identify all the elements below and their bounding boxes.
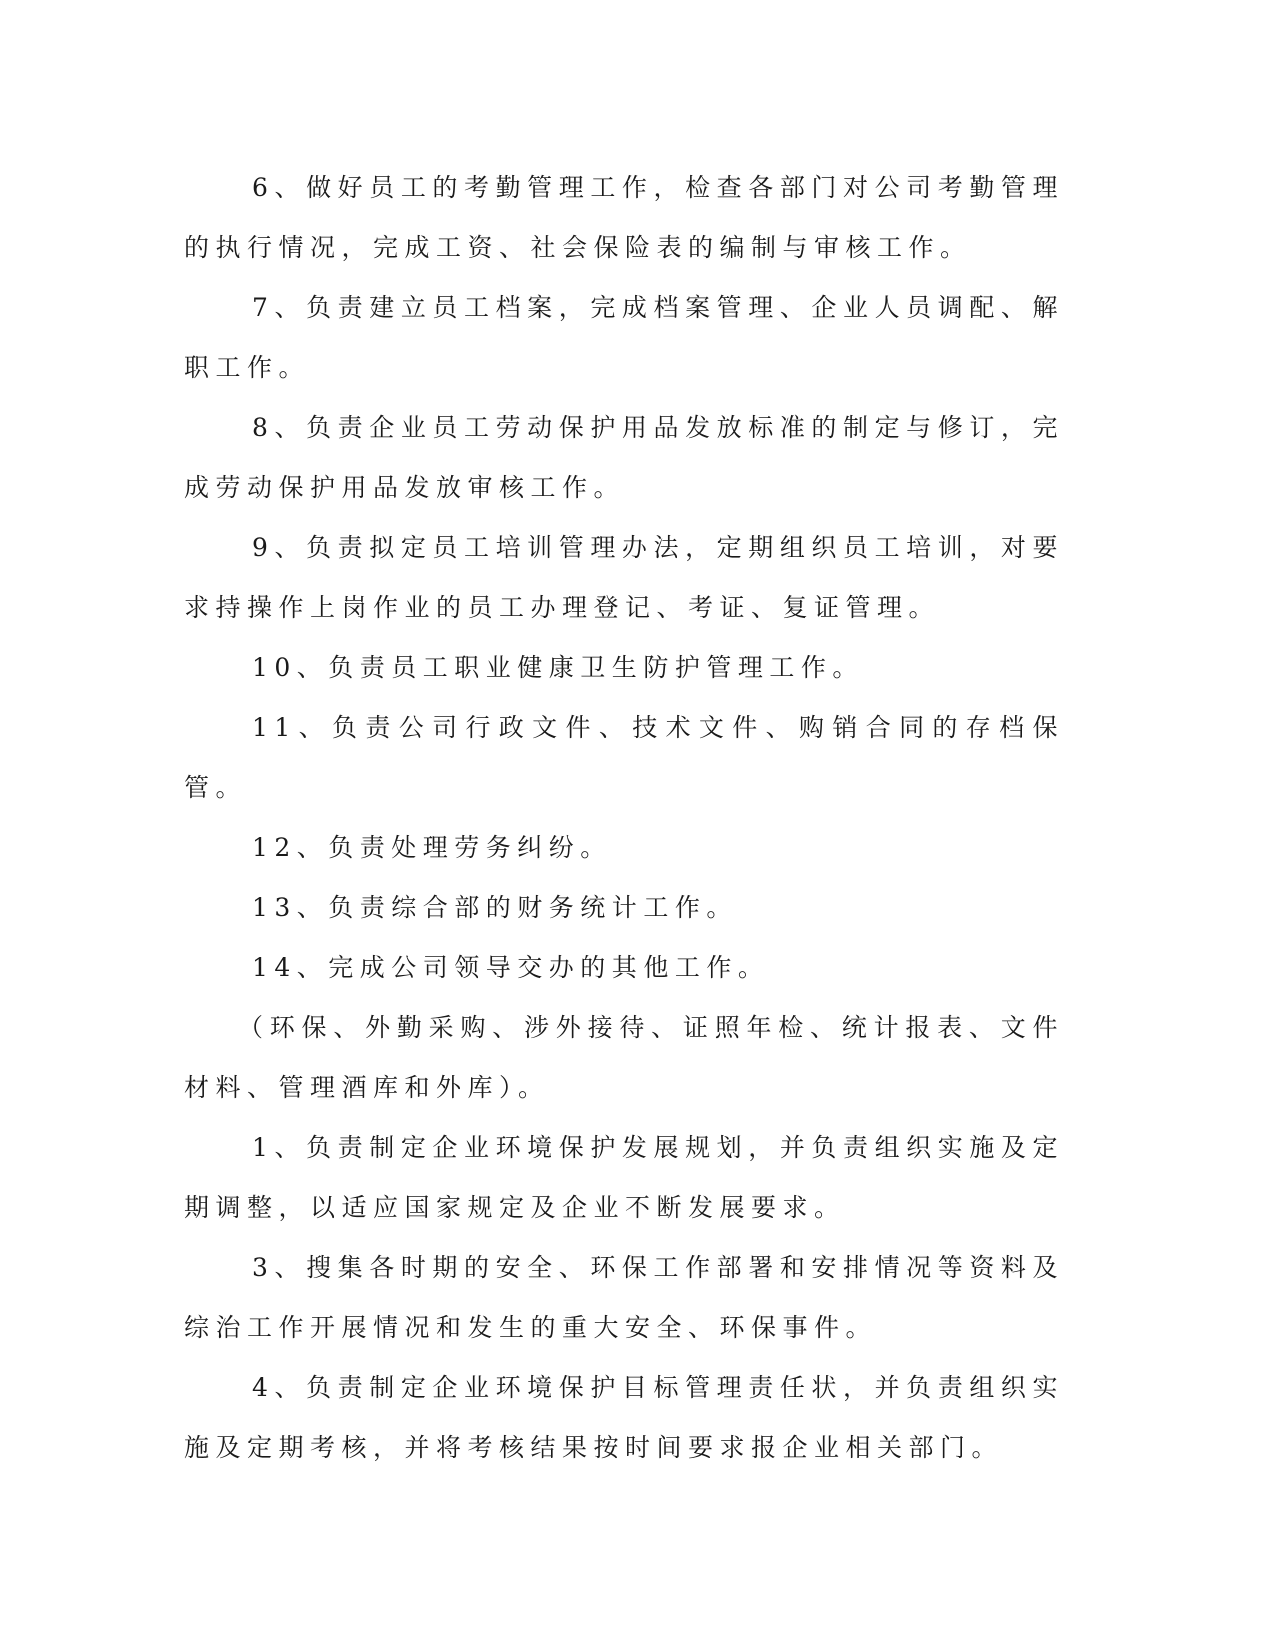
- paragraph-env-item-3: 3、搜集各时期的安全、环保工作部署和安排情况等资料及综治工作开展情况和发生的重大安全、环保事件。: [184, 1253, 1064, 1342]
- paragraph-item-11: 11、负责公司行政文件、技术文件、购销合同的存档保管。: [184, 713, 1064, 802]
- paragraph-env-item-1: 1、负责制定企业环境保护发展规划，并负责组织实施及定期调整，以适应国家规定及企业不断发展要求。: [184, 1133, 1064, 1222]
- paragraph-item-10: 10、负责员工职业健康卫生防护管理工作。: [252, 653, 864, 682]
- paragraph-item-14: 14、完成公司领导交办的其他工作。: [252, 953, 770, 982]
- paragraph-item-6: 6、做好员工的考勤管理工作，检查各部门对公司考勤管理的执行情况，完成工资、社会保险表的编制与审核工作。: [184, 173, 1064, 262]
- paragraph-item-12: 12、负责处理劳务纠纷。: [252, 833, 612, 862]
- paragraph-item-9: 9、负责拟定员工培训管理办法，定期组织员工培训，对要求持操作上岗作业的员工办理登记、考证、复证管理。: [184, 533, 1064, 622]
- paragraph-item-8: 8、负责企业员工劳动保护用品发放标准的制定与修订，完成劳动保护用品发放审核工作。: [184, 413, 1064, 502]
- paragraph-scope-note: （环保、外勤采购、涉外接待、证照年检、统计报表、文件材料、管理酒库和外库）。: [184, 1013, 1064, 1102]
- paragraph-item-13: 13、负责综合部的财务统计工作。: [252, 893, 738, 922]
- paragraph-item-7: 7、负责建立员工档案，完成档案管理、企业人员调配、解职工作。: [184, 293, 1064, 382]
- paragraph-env-item-4: 4、负责制定企业环境保护目标管理责任状，并负责组织实施及定期考核，并将考核结果按时间要求报企业相关部门。: [184, 1373, 1064, 1462]
- document-body: [184, 158, 1064, 1478]
